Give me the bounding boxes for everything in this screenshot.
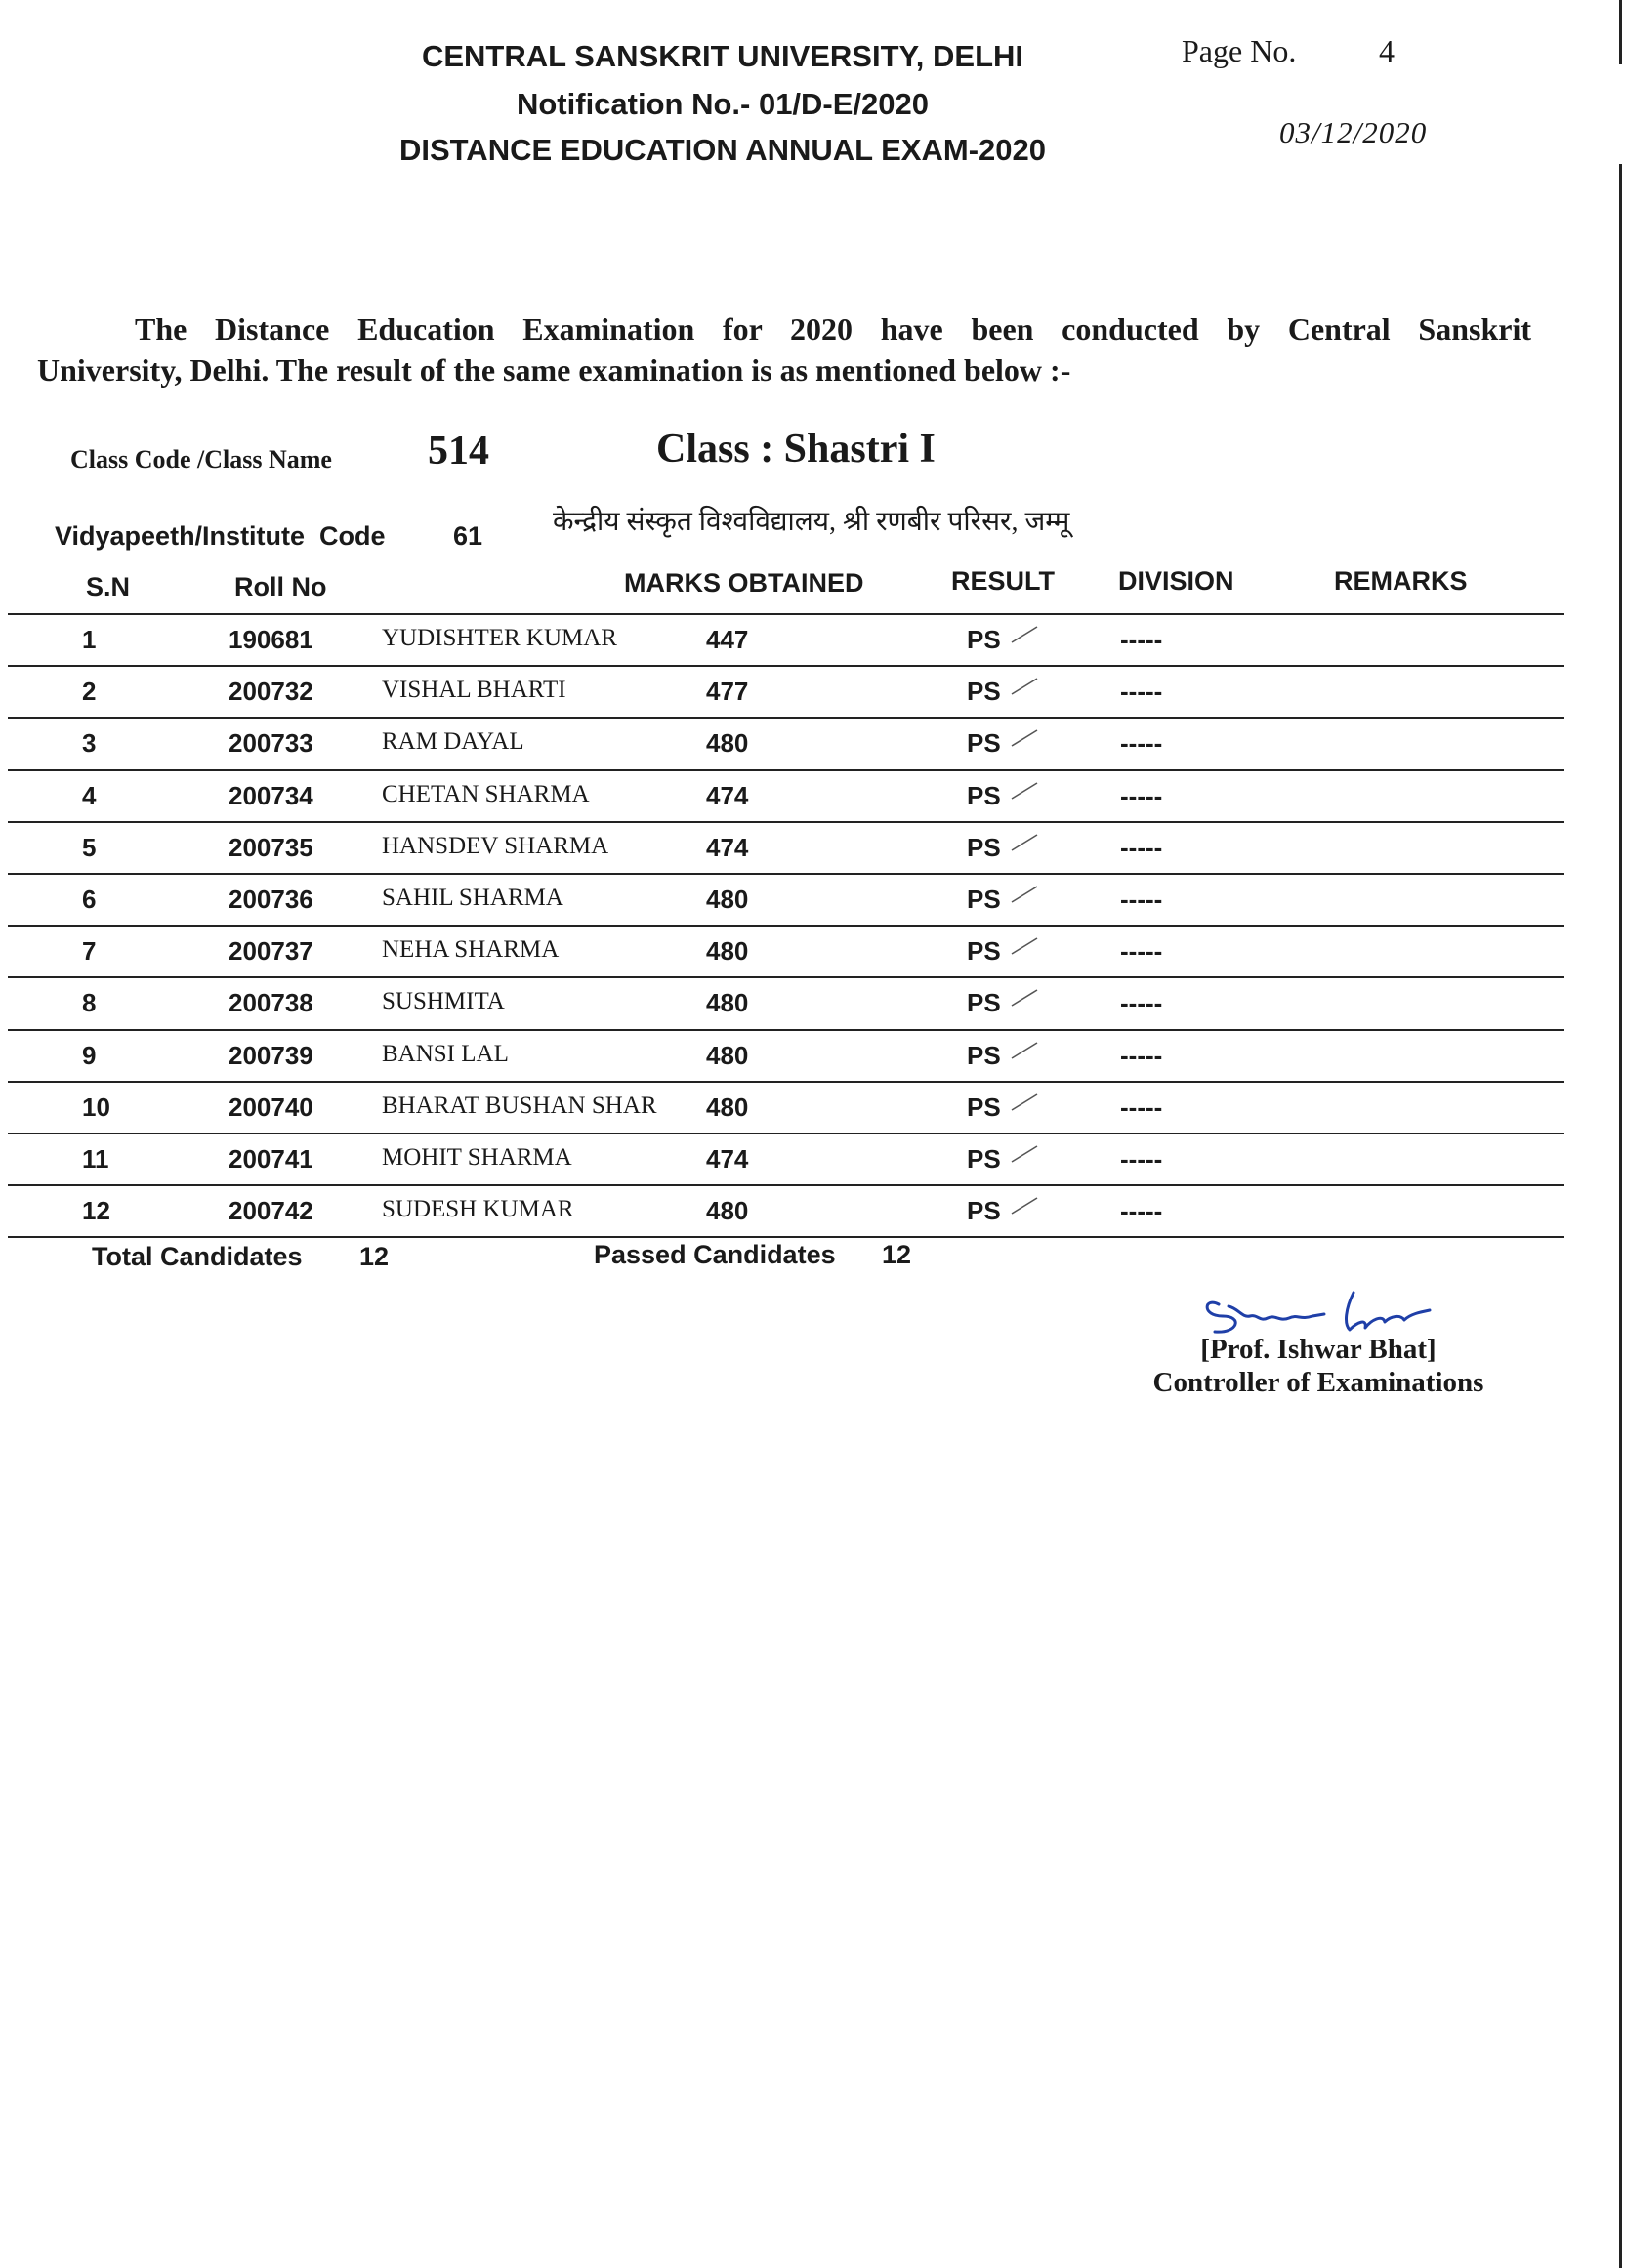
intro-line-1: The Distance Education Examination for 2020 have been conducted by Central Sanskrit [135,311,1531,347]
table-row [0,1081,1625,1133]
row-sn: 3 [82,728,97,759]
row-roll-no: 200732 [229,677,313,707]
row-name: YUDISHTER KUMAR [382,625,617,651]
header-roll: Roll No [234,572,327,601]
row-name: SUSHMITA [382,988,505,1015]
exam-title: DISTANCE EDUCATION ANNUAL EXAM-2020 [399,133,1046,167]
total-candidates-label: Total Candidates [92,1242,303,1271]
check-mark-icon [1008,831,1047,854]
row-division: ----- [1120,1092,1163,1122]
row-division: ----- [1120,625,1163,654]
table-row [0,976,1625,1028]
table-row [0,1029,1625,1081]
row-roll-no: 200737 [229,936,313,967]
row-marks: 480 [706,728,749,759]
row-sn: 6 [82,885,97,914]
row-roll-no: 200739 [229,1040,313,1070]
row-division: ----- [1120,988,1163,1018]
table-row [0,613,1625,665]
university-name: CENTRAL SANSKRIT UNIVERSITY, DELHI [421,39,1024,73]
row-division: ----- [1120,885,1163,914]
row-name: SUDESH KUMAR [382,1196,574,1223]
table-row [0,1133,1625,1184]
row-name: BANSI LAL [382,1040,509,1067]
row-result: PS [967,1092,1001,1122]
check-mark-icon [1008,1039,1047,1062]
row-roll-no: 200738 [229,988,313,1018]
header-division: DIVISION [1118,566,1234,596]
notification-number: Notification No.- 01/D-E/2020 [516,87,930,121]
row-name: NEHA SHARMA [382,936,560,964]
header-marks: MARKS OBTAINED [624,568,864,598]
row-division: ----- [1120,677,1163,707]
row-result: PS [967,625,1001,654]
table-row [0,873,1625,925]
row-division: ----- [1120,936,1163,967]
class-code: 514 [428,429,489,474]
row-name: MOHIT SHARMA [382,1144,572,1171]
row-sn: 10 [82,1092,110,1122]
row-result: PS [967,1040,1001,1070]
row-result: PS [967,832,1001,862]
row-result: PS [967,728,1001,759]
row-sn: 1 [82,625,97,654]
row-roll-no: 200741 [229,1144,313,1174]
table-row [0,717,1625,768]
row-name: SAHIL SHARMA [382,885,563,911]
row-result: PS [967,1144,1001,1174]
row-division: ----- [1120,728,1163,759]
row-division: ----- [1120,832,1163,862]
row-sn: 4 [82,780,97,810]
row-marks: 480 [706,1040,749,1070]
row-result: PS [967,936,1001,967]
row-division: ----- [1120,780,1163,810]
row-result: PS [967,780,1001,810]
check-mark-icon [1008,779,1047,803]
row-roll-no: 200733 [229,728,313,759]
page-number: 4 [1379,33,1395,68]
row-marks: 474 [706,780,749,810]
institute-name: केन्द्रीय संस्कृत विश्वविद्यालय, श्री रणबीर परिसर, जम्मू [553,507,1070,537]
row-name: RAM DAYAL [382,728,524,756]
intro-line-2: University, Delhi. The result of the same examination is as mentioned below :- [37,352,1071,388]
row-roll-no: 200734 [229,780,313,810]
class-name: Class : Shastri I [656,427,936,472]
row-sn: 12 [82,1196,110,1226]
row-marks: 480 [706,936,749,967]
institute-code: 61 [453,521,483,551]
header-sn: S.N [86,572,131,601]
row-sn: 5 [82,832,97,862]
check-mark-icon [1008,1194,1047,1217]
scan-edge-top [1619,0,1622,64]
row-marks: 480 [706,1196,749,1226]
row-sn: 7 [82,936,97,967]
check-mark-icon [1008,883,1047,906]
institute-code-label: Vidyapeeth/Institute Code [55,521,386,551]
row-sn: 2 [82,677,97,707]
table-row [0,665,1625,717]
row-division: ----- [1120,1040,1163,1070]
check-mark-icon [1008,1142,1047,1166]
signatory-title: Controller of Examinations [1152,1367,1484,1398]
row-division: ----- [1120,1144,1163,1174]
check-mark-icon [1008,934,1047,958]
row-sn: 8 [82,988,97,1018]
row-name: HANSDEV SHARMA [382,832,609,859]
row-result: PS [967,885,1001,914]
row-result: PS [967,1196,1001,1226]
row-marks: 480 [706,1092,749,1122]
row-result: PS [967,677,1001,707]
header-result: RESULT [951,566,1055,596]
row-name: CHETAN SHARMA [382,780,590,807]
passed-candidates-count: 12 [882,1240,912,1269]
row-marks: 447 [706,625,749,654]
check-mark-icon [1008,623,1047,646]
row-sn: 9 [82,1040,97,1070]
total-candidates-count: 12 [359,1242,390,1271]
row-name: BHARAT BUSHAN SHAR [382,1092,657,1119]
row-roll-no: 200735 [229,832,313,862]
row-marks: 474 [706,1144,749,1174]
row-name: VISHAL BHARTI [382,677,566,704]
signatory-name: [Prof. Ishwar Bhat] [1200,1334,1437,1365]
passed-candidates-label: Passed Candidates [594,1240,836,1269]
check-mark-icon [1008,986,1047,1010]
row-marks: 474 [706,832,749,862]
class-code-label: Class Code /Class Name [70,445,332,474]
row-roll-no: 200742 [229,1196,313,1226]
page-label: Page No. [1182,33,1297,68]
header-remarks: REMARKS [1334,566,1468,596]
table-row [0,821,1625,873]
notice-date: 03/12/2020 [1279,115,1428,149]
row-sn: 11 [82,1144,109,1174]
row-result: PS [967,988,1001,1018]
row-roll-no: 200740 [229,1092,313,1122]
table-row [0,1184,1625,1236]
row-roll-no: 200736 [229,885,313,914]
table-row [0,925,1625,976]
check-mark-icon [1008,675,1047,698]
check-mark-icon [1008,1091,1047,1114]
check-mark-icon [1008,726,1047,750]
row-marks: 480 [706,988,749,1018]
intro-paragraph [37,309,1531,391]
row-roll-no: 190681 [229,625,313,654]
row-marks: 477 [706,677,749,707]
row-division: ----- [1120,1196,1163,1226]
row-marks: 480 [706,885,749,914]
table-row [0,769,1625,821]
table-rule [8,1236,1564,1238]
